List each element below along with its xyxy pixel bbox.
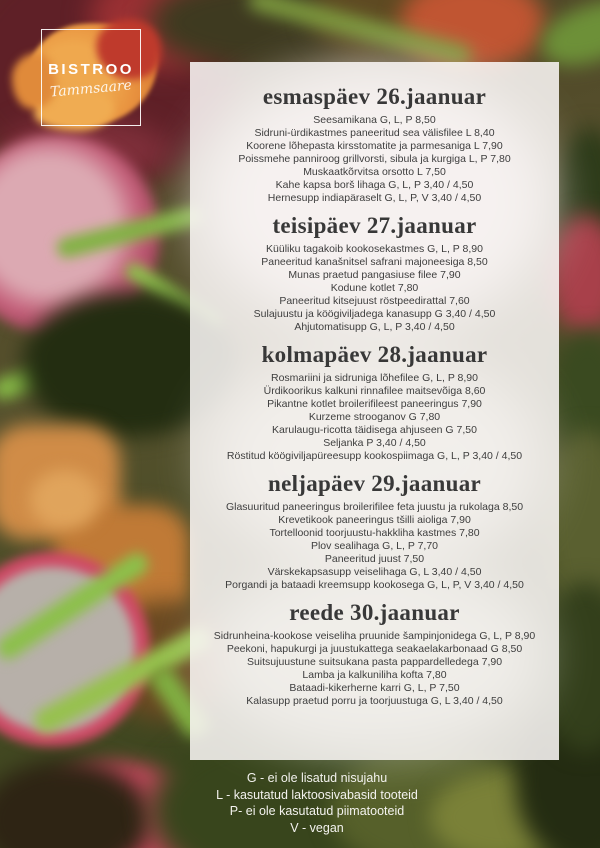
menu-item: Bataadi-kikerherne karri G, L, P 7,50 [289, 682, 460, 694]
day-title: neljapäev 29.jaanuar [268, 471, 481, 496]
menu-item: Kurzeme strooganov G 7,80 [308, 411, 441, 423]
day-section-tuesday [198, 213, 551, 334]
menu-item: Kodune kotlet 7,80 [330, 282, 419, 294]
logo-subtitle: Tammsaare [49, 77, 133, 101]
menu-item: Plov sealihaga G, L, P 7,70 [310, 540, 439, 552]
menu-item: Paneeritud kitsejuust röstpeedirattal 7,60 [279, 295, 470, 307]
menu-item: Sulajuustu ja köögiviljadega kanasupp G 3,40 / 4,50 [253, 308, 496, 320]
menu-item: Karulaugu-ricotta täidisega ahjuseen G 7,50 [272, 424, 477, 436]
bistroo-logo [18, 5, 178, 145]
menu-item: Paneeritud kanašnitsel safrani majoneesiga 8,50 [261, 256, 488, 268]
legend-line-p: P- ei ole kasutatud piimatooteid [229, 804, 405, 818]
menu-item: Koorene lõhepasta kirsstomatite ja parmesaniga L 7,90 [246, 140, 503, 152]
menu-item: Rosmariini ja sidruniga lõhefilee G, L, P 8,90 [270, 372, 478, 384]
day-section-wednesday [198, 342, 551, 463]
menu-item: Porgandi ja bataadi kreemsupp kookosega G, L, P, V 3,40 / 4,50 [225, 579, 524, 591]
menu-item: Poissmehe panniroog grillvorsti, sibula ja kurgiga L, P 7,80 [238, 153, 511, 165]
menu-item: Seljanka P 3,40 / 4,50 [323, 437, 426, 449]
menu-item: Ürdikoorikus kalkuni rinnafilee maitsevõiga 8,60 [263, 385, 486, 397]
day-title: kolmapäev 28.jaanuar [261, 342, 488, 367]
logo-title: BISTROO [48, 61, 134, 78]
menu-item: Hernesupp indiapäraselt G, L, P, V 3,40 / 4,50 [267, 192, 482, 204]
menu-item: Krevetikook paneeringus tšilli aioliga 7,90 [278, 514, 471, 526]
dietary-legend [17, 770, 600, 836]
legend-line-l: L - kasutatud laktoosivabasid tooteid [216, 787, 418, 802]
menu-panel [190, 62, 559, 760]
menu-item: Seesamikana G, L, P 8,50 [313, 114, 436, 126]
legend-line-v: V - vegan [290, 820, 344, 835]
menu-item: Glasuuritud paneeringus broilerifilee feta juustu ja rukolaga 8,50 [225, 501, 524, 513]
menu-item: Värskekapsasupp veiselihaga G, L 3,40 / 4,50 [267, 566, 482, 578]
menu-item: Paneeritud juust 7,50 [324, 553, 425, 565]
bg-fried-cube-highlight [30, 470, 100, 530]
menu-item: Röstitud köögiviljapüreesupp kookospiimaga G, L, P 3,40 / 4,50 [226, 450, 523, 462]
menu-item: Sidrunheina-kookose veiseliha pruunide šampinjonidega G, L, P 8,90 [213, 630, 536, 642]
menu-item: Sidruni-ürdikastmes paneeritud sea välisfilee L 8,40 [254, 127, 495, 139]
day-title: esmaspäev 26.jaanuar [262, 84, 487, 109]
day-section-friday [198, 600, 551, 708]
menu-item: Lamba ja kalkuniliha kofta 7,80 [302, 669, 447, 681]
day-title: teisipäev 27.jaanuar [272, 213, 477, 238]
menu-item: Munas praetud pangasiuse filee 7,90 [288, 269, 461, 281]
menu-item: Muskaatkõrvitsa orsotto L 7,50 [303, 166, 446, 178]
menu-item: Kalasupp praetud porru ja toorjuustuga G, L 3,40 / 4,50 [246, 695, 503, 707]
legend-line-g: G - ei ole lisatud nisujahu [246, 771, 388, 785]
menu-item: Pikantne kotlet broilerifileest paneeringus 7,90 [267, 398, 482, 410]
day-title: reede 30.jaanuar [289, 600, 460, 625]
menu-item: Suitsujuustune suitsukana pasta pappardelledega 7,90 [246, 656, 503, 668]
menu-item: Kahe kapsa borš lihaga G, L, P 3,40 / 4,50 [275, 179, 474, 191]
day-section-thursday [198, 471, 551, 592]
menu-item: Küüliku tagakoib kookosekastmes G, L, P 8,90 [266, 243, 483, 255]
menu-item: Tortelloonid toorjuustu-hakkliha kastmes 7,80 [269, 527, 480, 539]
menu-item: Ahjutomatisupp G, L, P 3,40 / 4,50 [294, 321, 455, 333]
day-section-monday [198, 84, 551, 205]
menu-item: Peekoni, hapukurgi ja juustukattega seakaelakarbonaad G 8,50 [226, 643, 523, 655]
